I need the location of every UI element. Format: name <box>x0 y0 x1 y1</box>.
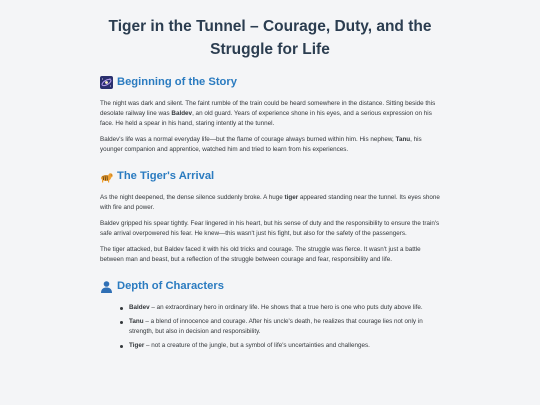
character-name: Tanu <box>395 136 411 143</box>
paragraph: The tiger attacked, but Baldev faced it with his old tricks and courage. The struggle was fierce. It wasn't just a battle between man and beast, but a reflection of the struggle between courage and fear, responsibility and life. <box>100 246 421 263</box>
character-name: Baldev <box>129 304 150 311</box>
page-title: Tiger in the Tunnel – Courage, Duty, and the Struggle for Life <box>108 18 432 58</box>
tiger-icon <box>100 170 113 183</box>
list-item: Tiger – not a creature of the jungle, but a symbol of life's uncertainties and challenges. <box>120 341 440 351</box>
character-name: Tiger <box>129 342 145 349</box>
character-list <box>100 303 440 351</box>
galaxy-icon <box>100 76 113 89</box>
character-name: tiger <box>284 194 299 201</box>
paragraph: The night was dark and silent. The faint rumble of the train could be heard somewhere in the distance. Sitting beside this desolate railway line was Baldev, an old guard. Years of experience shone in his eyes, and a serious expression on his face. He held a spear in his hand, staring intently at the tunnel. <box>100 100 436 127</box>
section-heading-characters <box>100 279 440 293</box>
section-heading-text: Depth of Characters <box>117 280 224 292</box>
section-heading-text: Beginning of the Story <box>117 76 237 88</box>
section-heading-beginning <box>100 75 440 89</box>
list-item: Baldev – an extraordinary hero in ordinary life. He shows that a true hero is one who puts duty above life. <box>120 303 440 313</box>
paragraph: Baldev gripped his spear tightly. Fear lingered in his heart, but his sense of duty and the responsibility to ensure the train's safe arrival overpowered his fear. He knew—this wasn't just his fight, but also for the safety of the passengers. <box>100 220 440 237</box>
section-heading-tiger-arrival <box>100 169 440 183</box>
character-name: Tanu <box>129 318 144 325</box>
paragraph: As the night deepened, the dense silence suddenly broke. A huge tiger appeared standing near the tunnel. Its eyes shone with fire and power. <box>100 194 440 211</box>
paragraph: Baldev's life was a normal everyday life—but the flame of courage always burned within him. His nephew, Tanu, his younger companion and apprentice, watched him and tried to learn from his experiences. <box>100 136 422 153</box>
character-name: Baldev <box>171 110 193 117</box>
list-item: Tanu – a blend of innocence and courage. After his uncle's death, he realizes that courage lies not only in strength, but also in decision and responsibility. <box>120 317 440 337</box>
section-heading-text: The Tiger's Arrival <box>117 170 215 182</box>
person-icon <box>100 280 113 293</box>
